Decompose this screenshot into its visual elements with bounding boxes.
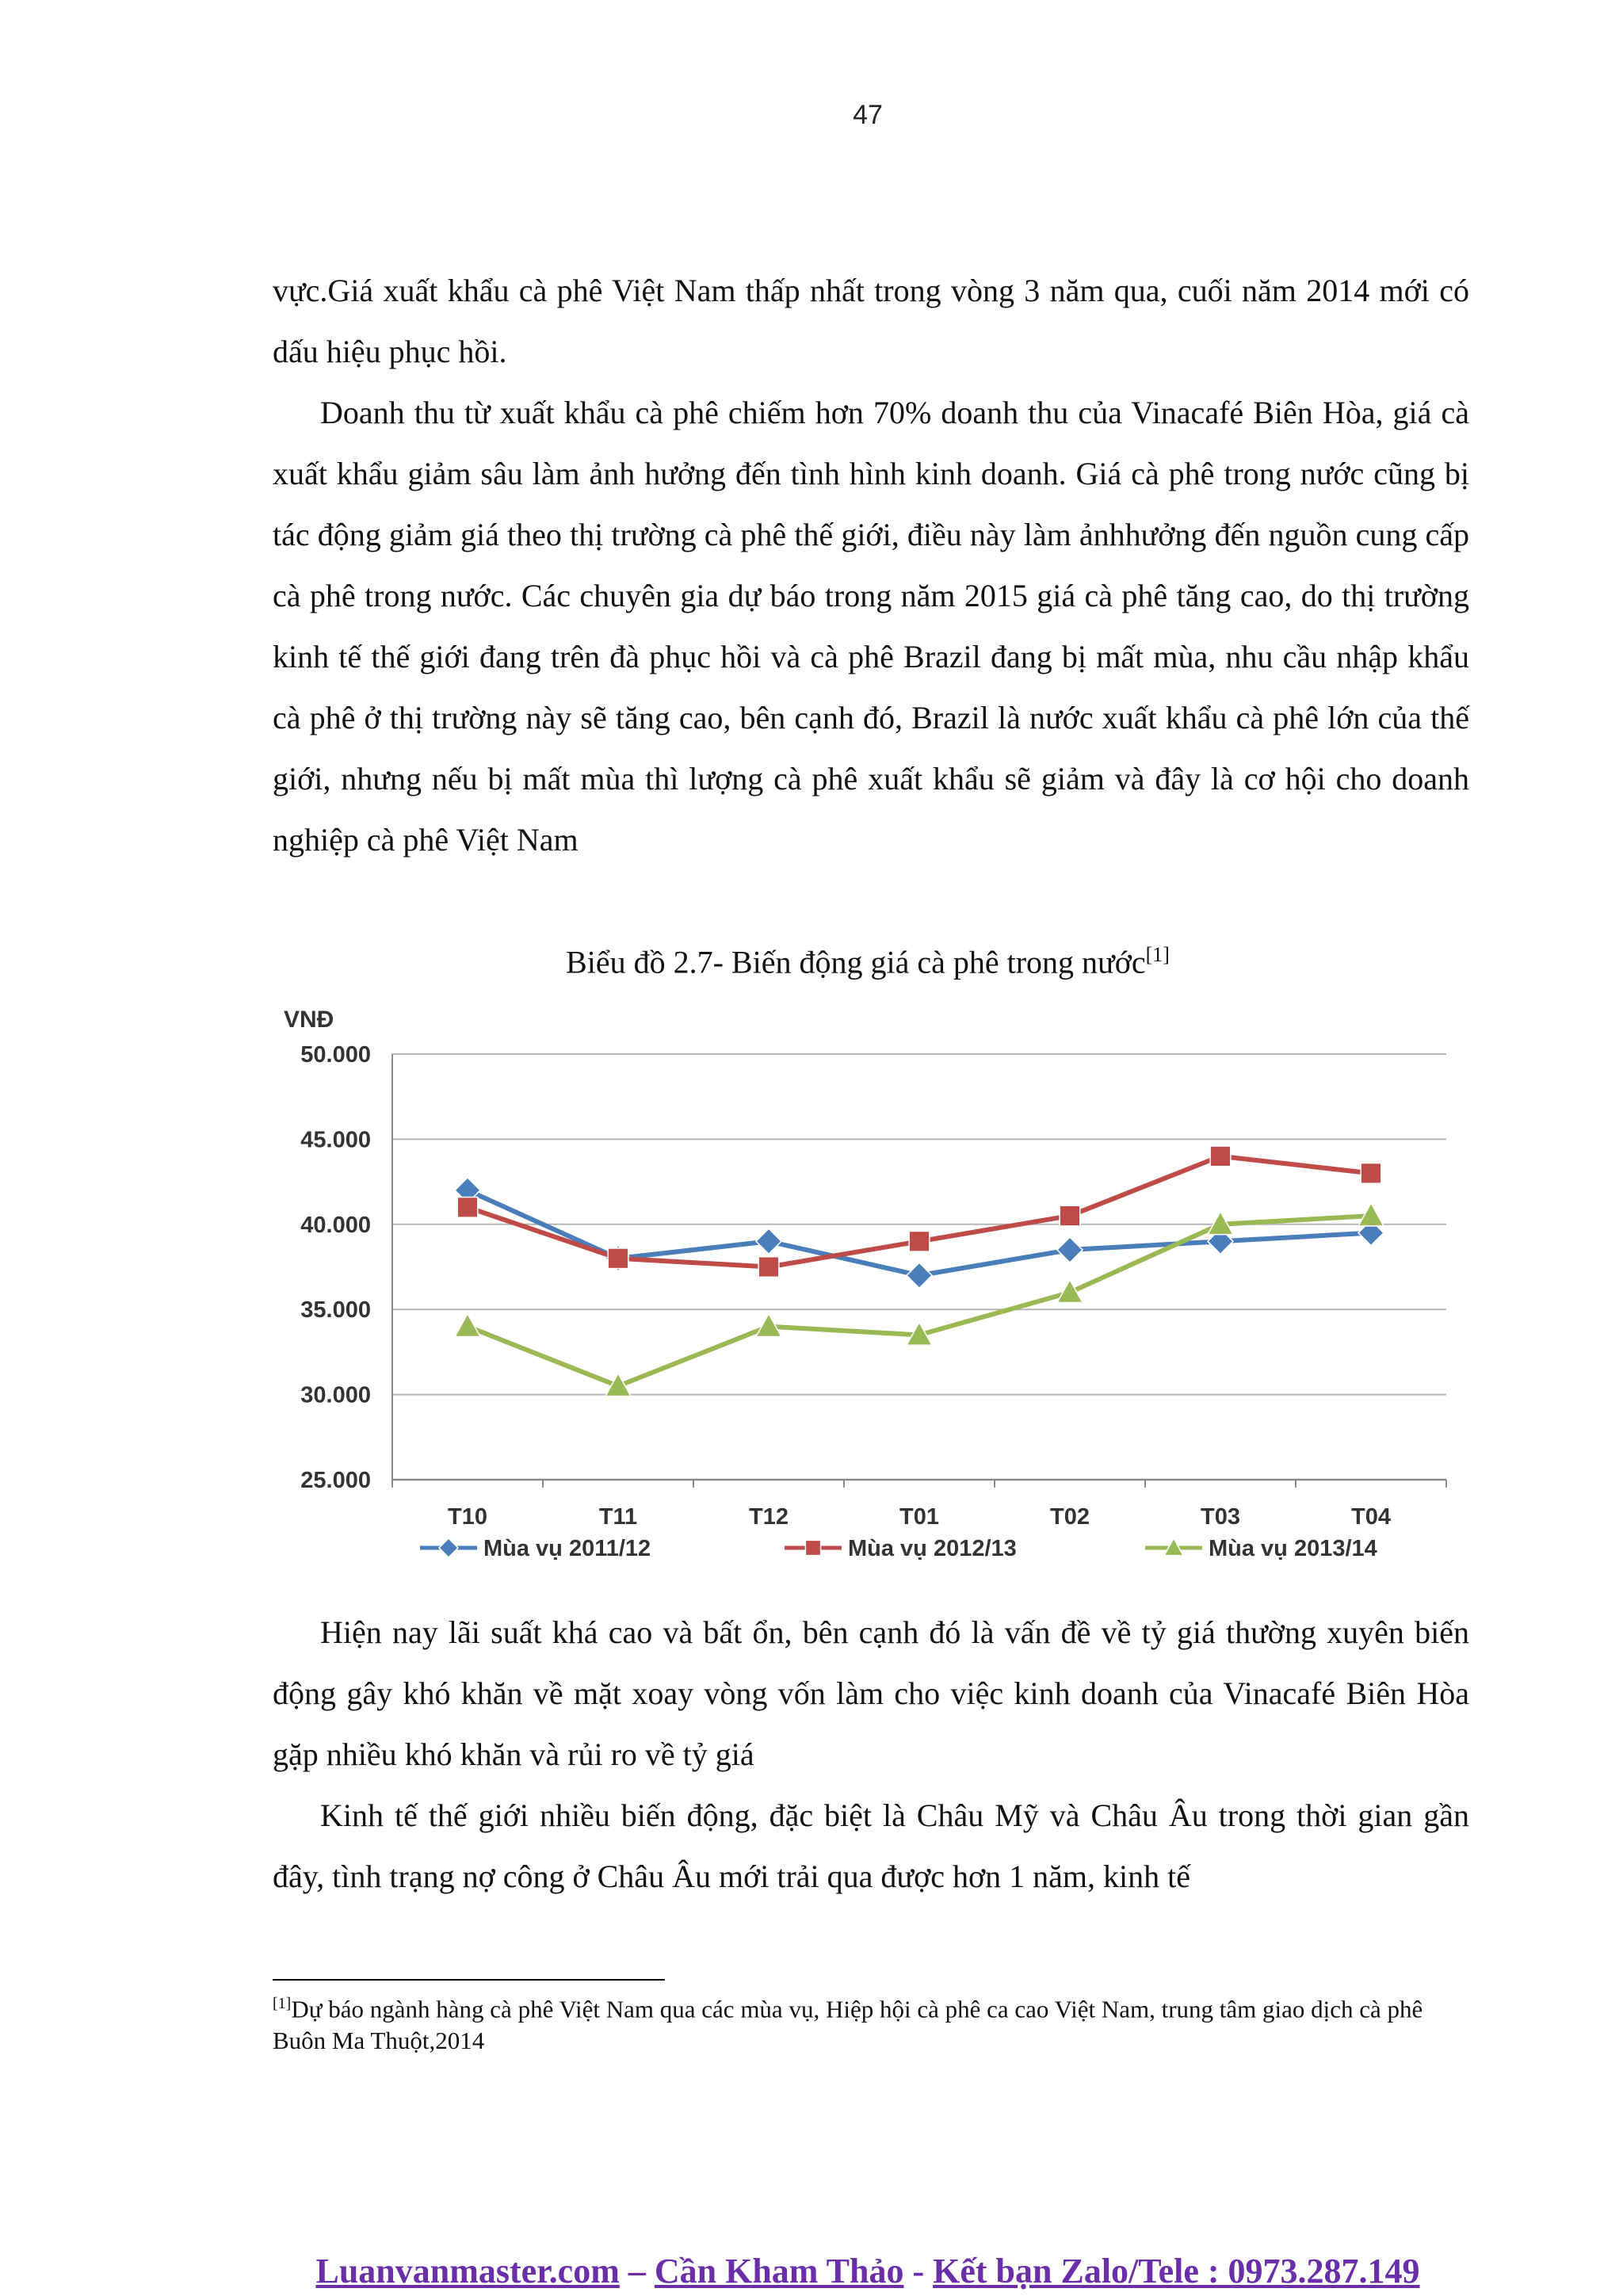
data-point-diamond (756, 1228, 781, 1254)
x-tick-label: T02 (1050, 1504, 1090, 1530)
x-tick-label: T03 (1201, 1504, 1240, 1530)
footnote-text: Dự báo ngành hàng cà phê Việt Nam qua các mùa vụ, Hiệp hội cà phê ca cao Việt Nam, trung tâm giao dịch cà phê Buôn Ma Thuột,2014 (273, 1995, 1423, 2055)
data-point-diamond (1057, 1237, 1083, 1263)
page-number: 47 (853, 100, 883, 130)
footnote (273, 1988, 1469, 2057)
data-point-triangle (455, 1314, 480, 1337)
banner-separator: - (903, 2252, 934, 2290)
y-tick-label: 30.000 (300, 1382, 371, 1408)
x-tick-label: T01 (899, 1504, 939, 1530)
y-tick-label: 45.000 (300, 1127, 371, 1153)
x-axis-ticks (448, 1504, 1391, 1530)
paragraph: Kinh tế thế giới nhiều biến động, đặc biệt là Châu Mỹ và Châu Âu trong thời gian gần đây, tình trạng nợ công ở Châu Âu mới trải qua được hơn 1 năm, kinh tế (273, 1797, 1469, 1894)
x-tick-label: T11 (598, 1504, 638, 1530)
data-point-square (457, 1198, 478, 1218)
bottom-banner (0, 2251, 1623, 2291)
y-tick-label: 35.000 (300, 1297, 371, 1324)
y-tick-label: 25.000 (300, 1468, 371, 1493)
caption-footnote-ref: [1] (1145, 943, 1170, 966)
data-point-square (805, 1540, 820, 1555)
price-line-chart (262, 995, 1474, 1585)
legend-label: Mùa vụ 2011/12 (483, 1536, 651, 1561)
data-point-square (1361, 1163, 1381, 1184)
data-point-square (1060, 1205, 1080, 1226)
caption-text: Biểu đồ 2.7- Biến động giá cà phê trong nước (566, 944, 1146, 980)
data-point-square (608, 1248, 628, 1269)
chart-series (455, 1146, 1384, 1396)
data-point-square (1210, 1146, 1231, 1167)
paragraph: Doanh thu từ xuất khẩu cà phê chiếm hơn 70% doanh thu của Vinacafé Biên Hòa, giá cà xuất khẩu giảm sâu làm ảnh hưởng đến tình hình kinh doanh. Giá cà phê trong nước cũng bị tác động giảm giá theo thị trường cà phê thế giới, điều này làm ảnhhưởng đến nguồn cung cấp cà phê trong nước. Các chuyên gia dự báo trong năm 2015 giá cà phê tăng cao, do thị trường kinh tế thế giới đang trên đà phục hồi và cà phê Brazil đang bị mất mùa, nhu cầu nhập khẩu cà phê ở thị trường này sẽ tăng cao, bên cạnh đó, Brazil là nước xuất khẩu cà phê lớn của thế giới, nhưng nếu bị mất mùa thì lượng cà phê xuất khẩu sẽ giảm và đây là cơ hội cho doanh nghiệp cà phê Việt Nam (273, 395, 1469, 858)
legend-label: Mùa vụ 2013/14 (1209, 1536, 1377, 1561)
data-point-square (909, 1231, 930, 1251)
site-link[interactable]: Luanvanmaster.com (315, 2252, 620, 2290)
data-point-square (758, 1257, 779, 1278)
y-axis-label: VNĐ (284, 1007, 334, 1033)
footnote-ref: [1] (273, 1995, 292, 2012)
x-tick-label: T12 (749, 1504, 789, 1530)
paragraph: Hiện nay lãi suất khá cao và bất ổn, bên cạnh đó là vấn đề về tỷ giá thường xuyên biến động gây khó khăn về mặt xoay vòng vốn làm cho việc kinh doanh của Vinacafé Biên Hòa gặp nhiều khó khăn và rủi ro về tỷ giá (273, 1614, 1469, 1772)
y-tick-label: 50.000 (300, 1042, 371, 1068)
author-link[interactable]: Cần Kham Thảo (654, 2252, 904, 2290)
y-tick-label: 40.000 (300, 1212, 371, 1238)
paragraph: vực.Giá xuất khẩu cà phê Việt Nam thấp nhất trong vòng 3 năm qua, cuối năm 2014 mới có dấu hiệu phục hồi. (273, 273, 1469, 369)
contact-link[interactable]: Kết bạn Zalo/Tele : 0973.287.149 (933, 2252, 1420, 2290)
y-axis-ticks (300, 1042, 371, 1493)
body-text-bottom (273, 1602, 1469, 1907)
data-point-diamond (439, 1538, 458, 1557)
x-tick-label: T10 (448, 1504, 487, 1530)
legend-label: Mùa vụ 2012/13 (848, 1536, 1017, 1561)
data-point-diamond (907, 1263, 932, 1288)
footnote-divider (273, 1979, 665, 1981)
banner-separator: – (619, 2252, 655, 2290)
body-text-top (273, 260, 1469, 870)
chart-caption (0, 943, 1623, 980)
x-tick-label: T04 (1351, 1504, 1391, 1530)
chart-legend (420, 1536, 1377, 1561)
data-point-triangle (1057, 1280, 1083, 1303)
